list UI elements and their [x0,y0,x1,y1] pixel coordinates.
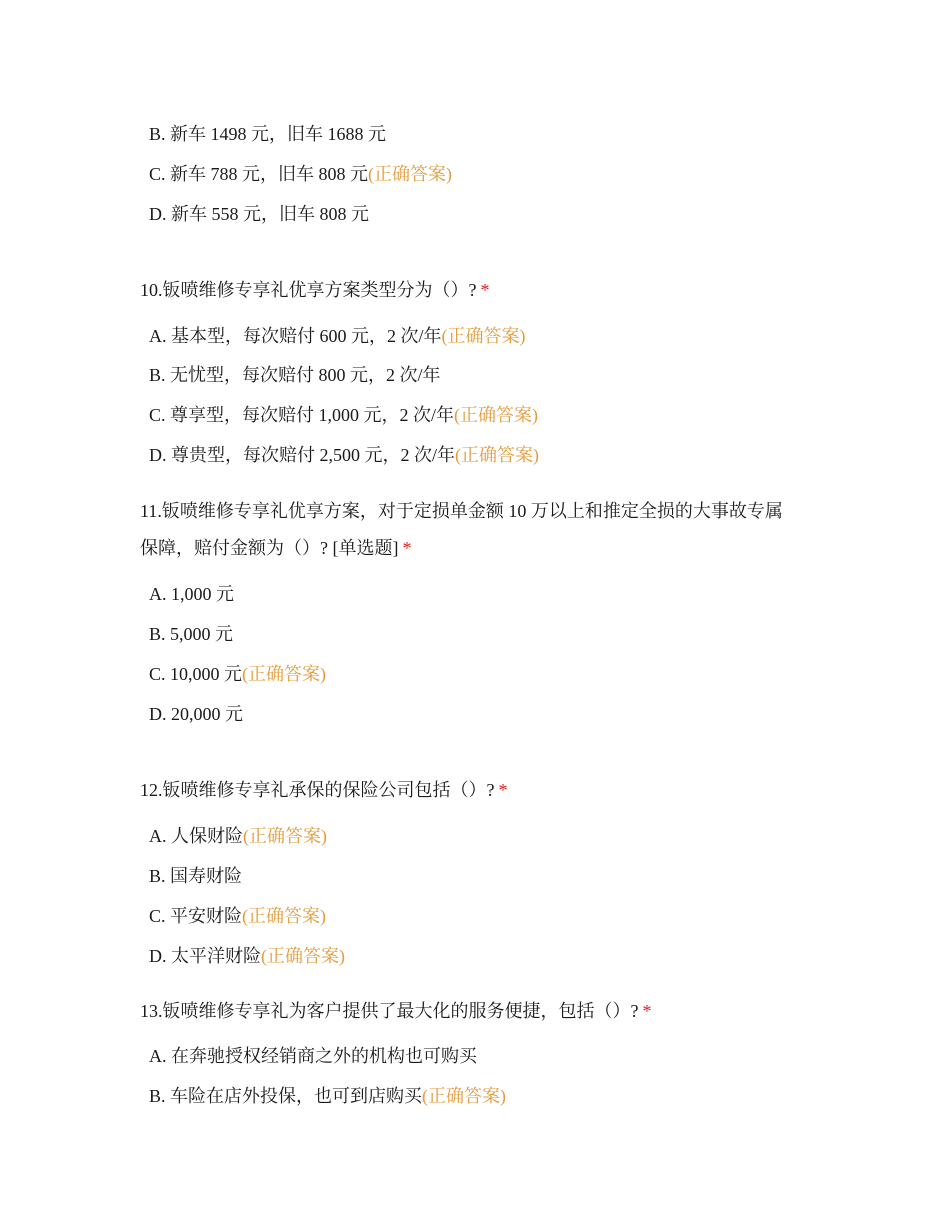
correct-answer-marker: (正确答案) [441,326,526,346]
option-text: C. 新车 788 元，旧车 808 元 [149,164,369,184]
option-text: D. 20,000 元 [149,704,243,724]
option-text: A. 1,000 元 [149,584,234,604]
q12-option-d [149,945,345,967]
correct-answer-marker: (正确答案) [242,664,327,684]
q11-option-c [149,663,326,685]
option-text: A. 在奔驰授权经销商之外的机构也可购买 [149,1046,477,1066]
q13-option-b [149,1085,506,1107]
required-marker: * [642,1001,652,1021]
q9-option-d [149,203,369,225]
option-text: B. 5,000 元 [149,624,234,644]
q12-option-c [149,905,326,927]
required-marker: * [498,780,508,800]
correct-answer-marker: (正确答案) [242,906,327,926]
correct-answer-marker: (正确答案) [422,1086,507,1106]
option-text: D. 新车 558 元，旧车 808 元 [149,204,369,224]
question-text: 13.钣喷维修专享礼为客户提供了最大化的服务便捷，包括（）? [140,1001,639,1021]
q9-option-b [149,123,386,145]
question-text: 10.钣喷维修专享礼优享方案类型分为（）? [140,280,477,300]
q10-option-b [149,364,441,386]
option-text: D. 太平洋财险 [149,946,261,966]
q13-option-a [149,1045,477,1067]
option-text: B. 车险在店外投保，也可到店购买 [149,1086,423,1106]
q10-option-c [149,404,538,426]
q10-option-d [149,444,539,466]
q11-option-d [149,703,243,725]
option-text: C. 尊享型，每次赔付 1,000 元，2 次/年 [149,405,455,425]
q10-title [140,279,490,301]
required-marker: * [480,280,490,300]
option-text: D. 尊贵型，每次赔付 2,500 元，2 次/年 [149,445,455,465]
q11-title-line1 [140,500,783,522]
q10-option-a [149,325,526,347]
q11-title-line2 [140,537,411,559]
q11-option-b [149,623,233,645]
q11-option-a [149,583,234,605]
correct-answer-marker: (正确答案) [261,946,345,966]
required-marker: * [402,538,412,558]
correct-answer-marker: (正确答案) [368,164,453,184]
question-text: 11.钣喷维修专享礼优享方案，对于定损单金额 10 万以上和推定全损的大事故专属 [140,501,783,521]
q12-title [140,779,508,801]
correct-answer-marker: (正确答案) [454,405,539,425]
q9-option-c [149,163,452,185]
option-text: A. 基本型，每次赔付 600 元，2 次/年 [149,326,442,346]
option-text: B. 新车 1498 元，旧车 1688 元 [149,124,387,144]
correct-answer-marker: (正确答案) [243,826,327,846]
question-text: 保障，赔付金额为（）? [单选题] [140,538,399,558]
q12-option-b [149,865,242,887]
q13-title [140,1000,652,1022]
option-text: C. 平安财险 [149,906,243,926]
option-text: B. 国寿财险 [149,866,243,886]
question-text: 12.钣喷维修专享礼承保的保险公司包括（）? [140,780,495,800]
option-text: A. 人保财险 [149,826,243,846]
option-text: B. 无忧型，每次赔付 800 元，2 次/年 [149,365,441,385]
correct-answer-marker: (正确答案) [455,445,539,465]
option-text: C. 10,000 元 [149,664,243,684]
q12-option-a [149,825,327,847]
